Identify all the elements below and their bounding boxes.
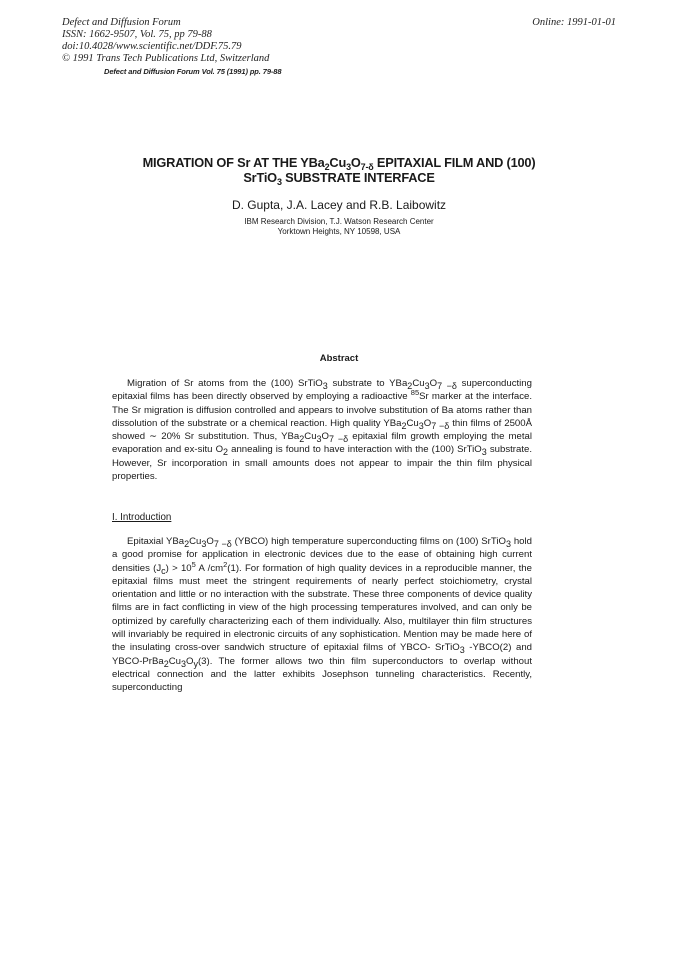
abstract-heading: Abstract [319,353,359,364]
online-date: Online: 1991-01-01 [532,17,616,28]
doi-line[interactable]: doi:10.4028/www.scientific.net/DDF.75.79 [62,41,242,52]
abstract-paragraph: Migration of Sr atoms from the (100) SrTiO$_3$ substrate to $YBa_2Cu_3O_{7 -\delta}$ superconducting epitaxial films has been directly observed by employing a radioactive $^{85}$Sr marker at the interface. The Sr migration is diffusion controlled and appears to involve substitution of Ba atoms rather than dissolution of the substrate or a chemical reaction. High quality $YBa_2Cu_3O_{7 -\delta}$ thin films of 2500Å showed ∼ 20% Sr substitution. Thus, $YBa_2Cu_3O_{7 -\delta}$ epitaxial film growth employing the metal evaporation and ex-situ $O_2$ annealing is found to have interaction with the (100) SrTiO$_3$ substrate. However, Sr incorporation in small amounts does not appear to impair the thin film physical properties. [112,378,533,483]
citation-block [62,17,269,65]
paper-title-line-1: MIGRATION OF Sr AT THE $YBa_2Cu_3O_{7-\delta}$ EPITAXIAL FILM AND (100) [142,155,536,172]
paper-title-line-2: SrTiO$_3$ SUBSTRATE INTERFACE [243,170,435,187]
journal-volume-line: Defect and Diffusion Forum Vol. 75 (1991) pp. 79-88 [104,67,282,76]
journal-name: Defect and Diffusion Forum [62,17,181,28]
authors: D. Gupta, J.A. Lacey and R.B. Laibowitz [231,198,447,212]
affiliation-line-1: IBM Research Division, T.J. Watson Research Center [244,217,434,226]
copyright-line: © 1991 Trans Tech Publications Ltd, Switzerland [62,53,270,64]
section-heading-introduction: I. Introduction [112,512,172,523]
issn-line: ISSN: 1662-9507, Vol. 75, pp 79-88 [62,29,212,40]
affiliation-line-2: Yorktown Heights, NY 10598, USA [277,227,401,236]
introduction-paragraph: Epitaxial $YBa_2Cu_3O_{7 -\delta}$ (YBCO) high temperature superconducting films on (100) SrTiO$_3$ hold a good promise for application in electronic devices due to the ease of obtaining high current densities $(J_c) > 10^5$ A $/cm^2(1)$. For formation of high quality devices in a reproducible manner, the epitaxial films must meet the stringent requirements of nearly perfect stoichiometry, crystal orientation and little or no interaction with the substrate. These three components of device quality films are in fact conflicting in view of the high processing temperatures involved, and can only be optimized by carefully characterizing each of them individually. Also, multilayer thin film structures will invariably be required in electronic circuits of any sophistication. Mention may be made here of the insulating cross-over sandwich structure of epitaxial films of YBCO- SrTiO$_3$ -YBCO(2) and YBCO-$PrBa_2Cu_3O_y(3)$. The former allows two thin film superconductors to overlap without electrical connection and the latter exhibits Josephson tunneling characteristics. Recently, superconducting [112,536,532,694]
